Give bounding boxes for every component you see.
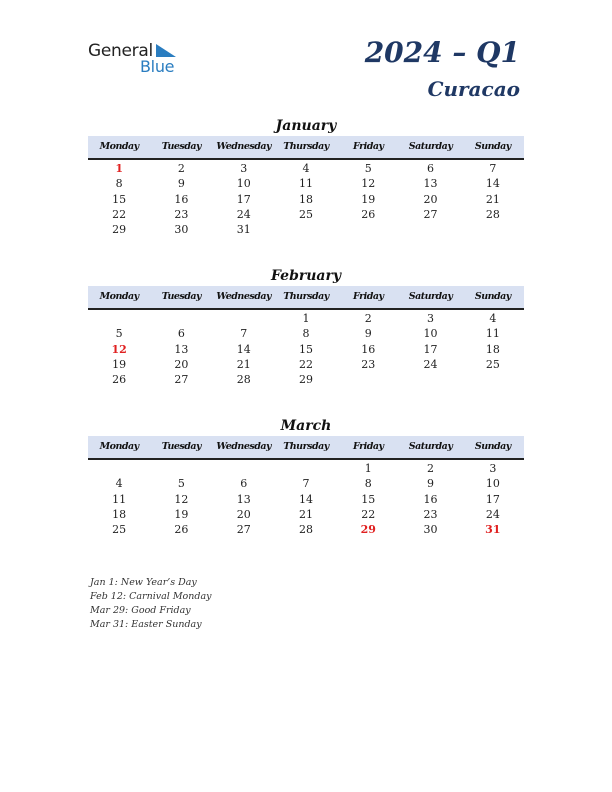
empty-day-cell bbox=[213, 461, 275, 476]
day-cell: 31 bbox=[236, 223, 251, 237]
month-february bbox=[88, 266, 524, 387]
day-cell: 28 bbox=[298, 523, 313, 537]
week-row bbox=[88, 326, 524, 341]
day-cell: 4 bbox=[115, 477, 123, 491]
day-cell: 9 bbox=[364, 327, 372, 341]
day-cell: 1 bbox=[364, 462, 372, 475]
month-name: January bbox=[275, 118, 337, 134]
day-cell: 7 bbox=[240, 327, 248, 341]
empty-day-cell bbox=[275, 461, 337, 476]
weeks bbox=[88, 310, 524, 387]
day-cell: 24 bbox=[236, 207, 251, 221]
week-row bbox=[88, 161, 524, 176]
day-cell: 6 bbox=[427, 162, 435, 175]
day-cell: 2 bbox=[427, 462, 435, 475]
day-cell: 5 bbox=[364, 162, 372, 175]
day-cell: 27 bbox=[423, 207, 438, 221]
day-cell: 25 bbox=[485, 357, 500, 371]
day-cell: 20 bbox=[236, 507, 251, 521]
day-cell: 3 bbox=[489, 462, 497, 475]
day-cell: 9 bbox=[427, 477, 435, 491]
weekday-label: Saturday bbox=[408, 441, 453, 452]
weekday-label: Friday bbox=[353, 141, 384, 152]
empty-day-cell bbox=[399, 372, 461, 387]
day-cell: 4 bbox=[489, 312, 497, 325]
day-cell: 7 bbox=[489, 162, 497, 175]
page-title: 2024 – Q1 bbox=[364, 36, 520, 69]
day-cell: 14 bbox=[485, 177, 500, 191]
day-cell: 25 bbox=[298, 207, 313, 221]
day-cell: 18 bbox=[485, 342, 500, 356]
holiday-day-cell: 31 bbox=[485, 523, 501, 537]
day-cell: 19 bbox=[174, 507, 189, 521]
day-cell: 13 bbox=[236, 492, 251, 506]
weekday-label: Wednesday bbox=[216, 141, 272, 152]
month-name: March bbox=[280, 418, 332, 434]
day-cell: 8 bbox=[364, 477, 372, 491]
day-cell: 11 bbox=[298, 177, 313, 191]
logo-word-general: General bbox=[88, 41, 153, 61]
empty-day-cell bbox=[213, 311, 275, 326]
weekday-label: Thursday bbox=[283, 141, 329, 152]
month-name: February bbox=[270, 268, 341, 284]
empty-day-cell bbox=[150, 311, 212, 326]
day-cell: 3 bbox=[427, 312, 435, 325]
day-cell: 22 bbox=[298, 357, 313, 371]
weekday-header bbox=[88, 136, 524, 160]
day-cell: 16 bbox=[361, 342, 376, 356]
day-cell: 26 bbox=[174, 523, 189, 537]
day-cell: 30 bbox=[423, 523, 438, 537]
day-cell: 15 bbox=[112, 192, 127, 206]
day-cell: 10 bbox=[423, 327, 438, 341]
weekday-label: Saturday bbox=[408, 291, 453, 302]
empty-day-cell bbox=[150, 461, 212, 476]
day-cell: 3 bbox=[240, 162, 248, 175]
empty-day-cell bbox=[462, 222, 524, 237]
day-cell: 23 bbox=[423, 507, 438, 521]
holiday-note: Mar 29: Good Friday bbox=[90, 605, 191, 616]
weekday-header bbox=[88, 286, 524, 310]
empty-day-cell bbox=[399, 222, 461, 237]
day-cell: 29 bbox=[298, 373, 313, 387]
weekday-label: Wednesday bbox=[216, 441, 272, 452]
day-cell: 12 bbox=[174, 492, 189, 506]
day-cell: 22 bbox=[112, 207, 127, 221]
day-cell: 13 bbox=[423, 177, 438, 191]
day-cell: 19 bbox=[112, 357, 127, 371]
week-row bbox=[88, 311, 524, 326]
holiday-day-cell: 29 bbox=[360, 523, 376, 537]
day-cell: 30 bbox=[174, 223, 189, 237]
weekday-label: Tuesday bbox=[161, 291, 202, 302]
day-cell: 13 bbox=[174, 342, 189, 356]
weekday-label: Friday bbox=[353, 441, 384, 452]
holiday-note: Jan 1: New Year’s Day bbox=[90, 577, 197, 588]
empty-day-cell bbox=[462, 372, 524, 387]
day-cell: 4 bbox=[302, 162, 310, 175]
day-cell: 18 bbox=[298, 192, 313, 206]
day-cell: 8 bbox=[115, 177, 123, 191]
day-cell: 16 bbox=[174, 192, 189, 206]
weekday-label: Wednesday bbox=[216, 291, 272, 302]
day-cell: 10 bbox=[485, 477, 500, 491]
day-cell: 6 bbox=[240, 477, 248, 491]
day-cell: 16 bbox=[423, 492, 438, 506]
day-cell: 18 bbox=[112, 507, 127, 521]
day-cell: 11 bbox=[485, 327, 500, 341]
day-cell: 2 bbox=[177, 162, 185, 175]
weekday-label: Thursday bbox=[283, 441, 329, 452]
week-row bbox=[88, 507, 524, 522]
week-row bbox=[88, 492, 524, 507]
week-row bbox=[88, 357, 524, 372]
day-cell: 22 bbox=[361, 507, 376, 521]
day-cell: 28 bbox=[236, 373, 251, 387]
day-cell: 24 bbox=[485, 507, 500, 521]
day-cell: 9 bbox=[177, 177, 185, 191]
day-cell: 27 bbox=[236, 523, 251, 537]
weekday-label: Sunday bbox=[474, 141, 511, 152]
day-cell: 17 bbox=[485, 492, 500, 506]
day-cell: 2 bbox=[364, 312, 372, 325]
weekday-label: Sunday bbox=[474, 441, 511, 452]
day-cell: 25 bbox=[112, 523, 127, 537]
holiday-note: Mar 31: Easter Sunday bbox=[90, 619, 202, 630]
week-row bbox=[88, 461, 524, 476]
weekday-label: Monday bbox=[99, 441, 139, 452]
month-january bbox=[88, 116, 524, 237]
holiday-note: Feb 12: Carnival Monday bbox=[90, 591, 212, 602]
day-cell: 19 bbox=[361, 192, 376, 206]
weekday-label: Saturday bbox=[408, 141, 453, 152]
day-cell: 11 bbox=[112, 492, 127, 506]
day-cell: 15 bbox=[298, 342, 313, 356]
day-cell: 6 bbox=[177, 327, 185, 341]
day-cell: 7 bbox=[302, 477, 310, 491]
logo-word-blue: Blue bbox=[140, 57, 175, 76]
day-cell: 12 bbox=[361, 177, 376, 191]
day-cell: 24 bbox=[423, 357, 438, 371]
day-cell: 28 bbox=[485, 207, 500, 221]
day-cell: 21 bbox=[298, 507, 313, 521]
empty-day-cell bbox=[275, 222, 337, 237]
page-subtitle: Curacao bbox=[427, 77, 520, 101]
day-cell: 5 bbox=[177, 477, 185, 491]
week-row bbox=[88, 522, 524, 537]
logo-triangle-icon bbox=[154, 44, 178, 58]
day-cell: 15 bbox=[361, 492, 376, 506]
day-cell: 8 bbox=[302, 327, 310, 341]
holiday-day-cell: 12 bbox=[111, 342, 127, 356]
day-cell: 17 bbox=[423, 342, 438, 356]
logo bbox=[88, 40, 188, 76]
day-cell: 20 bbox=[174, 357, 189, 371]
weekday-header bbox=[88, 436, 524, 460]
day-cell: 5 bbox=[115, 327, 123, 341]
empty-day-cell bbox=[88, 461, 150, 476]
weekday-label: Monday bbox=[99, 141, 139, 152]
day-cell: 29 bbox=[112, 223, 127, 237]
week-row bbox=[88, 192, 524, 207]
day-cell: 27 bbox=[174, 373, 189, 387]
empty-day-cell bbox=[337, 222, 399, 237]
weeks bbox=[88, 160, 524, 237]
day-cell: 26 bbox=[112, 373, 127, 387]
empty-day-cell bbox=[337, 372, 399, 387]
day-cell: 1 bbox=[302, 312, 310, 325]
weeks bbox=[88, 460, 524, 537]
holiday-day-cell: 1 bbox=[115, 162, 123, 175]
week-row bbox=[88, 222, 524, 237]
day-cell: 10 bbox=[236, 177, 251, 191]
week-row bbox=[88, 342, 524, 357]
weekday-label: Monday bbox=[99, 291, 139, 302]
day-cell: 14 bbox=[298, 492, 313, 506]
weekday-label: Tuesday bbox=[161, 441, 202, 452]
day-cell: 17 bbox=[236, 192, 251, 206]
month-march bbox=[88, 416, 524, 537]
weekday-label: Thursday bbox=[283, 291, 329, 302]
day-cell: 21 bbox=[485, 192, 500, 206]
week-row bbox=[88, 176, 524, 191]
day-cell: 21 bbox=[236, 357, 251, 371]
holiday-notes bbox=[90, 576, 212, 632]
weekday-label: Sunday bbox=[474, 291, 511, 302]
week-row bbox=[88, 207, 524, 222]
weekday-label: Tuesday bbox=[161, 141, 202, 152]
week-row bbox=[88, 476, 524, 491]
day-cell: 26 bbox=[361, 207, 376, 221]
day-cell: 23 bbox=[174, 207, 189, 221]
day-cell: 20 bbox=[423, 192, 438, 206]
day-cell: 23 bbox=[361, 357, 376, 371]
week-row bbox=[88, 372, 524, 387]
empty-day-cell bbox=[88, 311, 150, 326]
day-cell: 14 bbox=[236, 342, 251, 356]
weekday-label: Friday bbox=[353, 291, 384, 302]
